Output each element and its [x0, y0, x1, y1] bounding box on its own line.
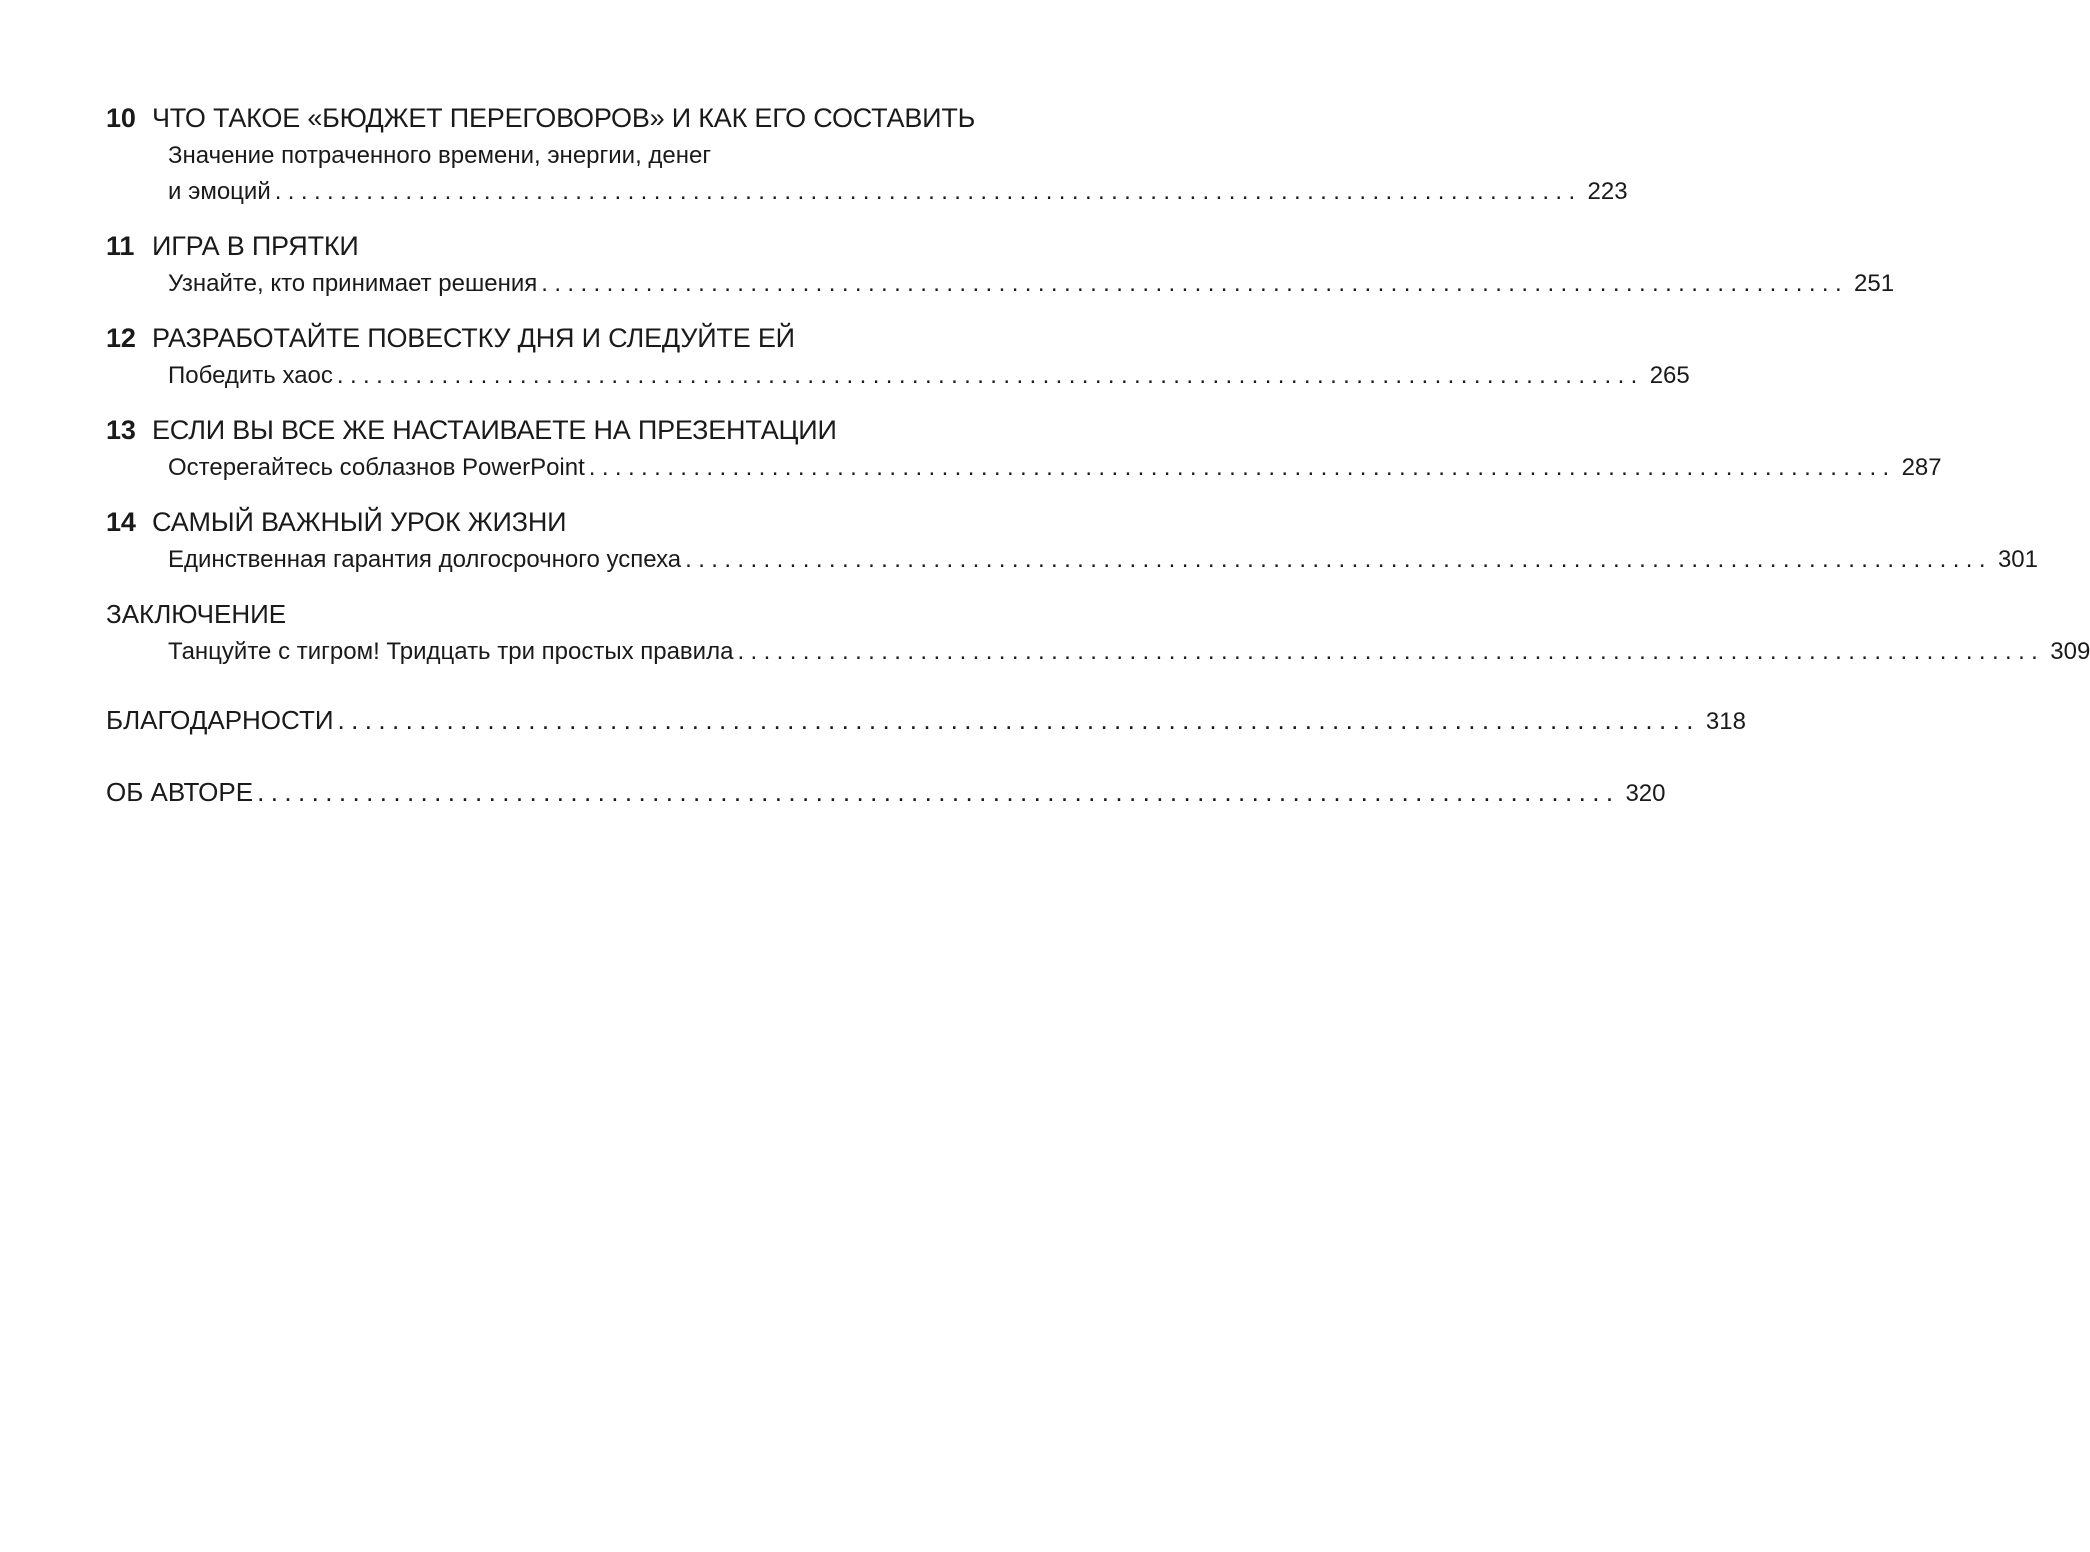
- dot-leader: ....................................................................................................: [274, 178, 1582, 205]
- page-number: 251: [1854, 270, 1895, 297]
- chapter-subtitle: [106, 266, 1895, 302]
- chapter-title: РАЗРАБОТАЙТЕ ПОВЕСТКУ ДНЯ И СЛЕДУЙТЕ ЕЙ: [152, 323, 795, 353]
- page-number: 287: [1901, 454, 1942, 481]
- chapter-title: САМЫЙ ВАЖНЫЙ УРОК ЖИЗНИ: [152, 507, 567, 537]
- chapter-title: ИГРА В ПРЯТКИ: [152, 231, 359, 261]
- chapter-title: ЧТО ТАКОЕ «БЮДЖЕТ ПЕРЕГОВОРОВ» И КАК ЕГО СОСТАВИТЬ: [152, 103, 976, 133]
- leader-row: [168, 174, 1628, 210]
- chapter-title: ЕСЛИ ВЫ ВСЕ ЖЕ НАСТАИВАЕТЕ НА ПРЕЗЕНТАЦИИ: [152, 415, 837, 445]
- table-of-contents: [106, 98, 2090, 812]
- dot-leader: ....................................................................................................: [257, 777, 1620, 807]
- leader-row: [168, 450, 1942, 486]
- page-number: 265: [1649, 362, 1690, 389]
- toc-entry-chapter-10[interactable]: [106, 98, 1628, 210]
- toc-entry-chapter-14[interactable]: [106, 502, 2038, 578]
- leader-row: [168, 542, 2038, 578]
- chapter-heading: [106, 98, 976, 138]
- chapter-subtitle: [106, 542, 2038, 578]
- leader-row: [168, 634, 2090, 670]
- toc-entry-acknowledgements[interactable]: [106, 700, 1746, 740]
- chapter-number: 14: [106, 507, 136, 537]
- subtitle-line: Победить хаос: [168, 362, 333, 389]
- dot-leader: ....................................................................................................: [588, 454, 1896, 481]
- page-number: 301: [1997, 546, 2038, 573]
- chapter-heading: [106, 502, 944, 542]
- subtitle-line: и эмоций: [168, 178, 271, 205]
- chapter-subtitle: [106, 450, 1942, 486]
- page-number: 309: [2050, 638, 2090, 665]
- section-title: ЗАКЛЮЧЕНИЕ: [106, 599, 287, 629]
- section-title: ОБ АВТОРЕ: [106, 777, 254, 807]
- leader-row: [168, 358, 1690, 394]
- dot-leader: ....................................................................................................: [737, 638, 2045, 665]
- subtitle-line: Остерегайтесь соблазнов PowerPoint: [168, 454, 585, 481]
- page-number: 223: [1587, 178, 1628, 205]
- page-number: 320: [1625, 780, 1666, 807]
- subtitle-line: Единственная гарантия долгосрочного успеха: [168, 546, 682, 573]
- toc-entry-about-author[interactable]: [106, 772, 1666, 812]
- toc-entry-chapter-11[interactable]: [106, 226, 1895, 302]
- dot-leader: ....................................................................................................: [541, 270, 1849, 297]
- dot-leader: ....................................................................................................: [336, 362, 1644, 389]
- chapter-subtitle: [106, 138, 1628, 210]
- chapter-number: 12: [106, 323, 136, 353]
- dot-leader: ....................................................................................................: [685, 546, 1992, 573]
- chapter-subtitle: [106, 358, 1690, 394]
- subtitle-line: Танцуйте с тигром! Тридцать три простых правила: [168, 638, 734, 665]
- section-subtitle: [106, 634, 2090, 670]
- chapter-number: 10: [106, 103, 136, 133]
- chapter-heading: [106, 226, 944, 266]
- chapter-number: 13: [106, 415, 136, 445]
- toc-entry-chapter-13[interactable]: [106, 410, 1942, 486]
- page-number: 318: [1705, 708, 1746, 735]
- toc-entry-conclusion[interactable]: [106, 594, 2090, 670]
- leader-row: [168, 266, 1895, 302]
- chapter-number: 11: [106, 231, 135, 261]
- chapter-heading: [106, 410, 944, 450]
- dot-leader: ....................................................................................................: [337, 705, 1700, 735]
- subtitle-line: Значение потраченного времени, энергии, денег: [168, 142, 712, 169]
- section-title: БЛАГОДАРНОСТИ: [106, 705, 334, 735]
- toc-entry-chapter-12[interactable]: [106, 318, 1690, 394]
- subtitle-line: Узнайте, кто принимает решения: [168, 270, 538, 297]
- chapter-heading: [106, 318, 944, 358]
